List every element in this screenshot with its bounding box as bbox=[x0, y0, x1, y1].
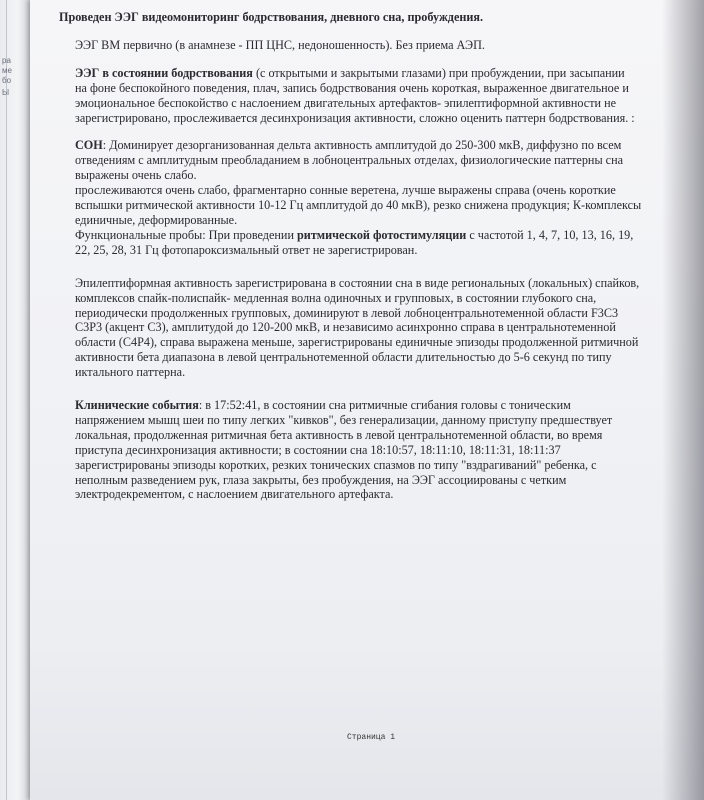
epi-text: C3P3 (акцент C3), амплитудой до 120-200 мкВ, и независимо асинхронно справа в центральнотеменной bbox=[75, 320, 616, 335]
side-fragment: Ы bbox=[2, 88, 10, 97]
page-shadow bbox=[662, 0, 704, 800]
photostim-term: ритмической фотостимуляции bbox=[297, 227, 467, 242]
sleep-text: 22, 25, 28, 31 Гц фотопароксизмальный ответ не зарегистрирован. bbox=[75, 242, 418, 257]
wake-text: эмоциональное беспокойство с наслоением двигательных артефактов- эпилептиформной активности не bbox=[75, 95, 617, 110]
clinical-events-section bbox=[57, 398, 657, 502]
clin-text: : в 17:52:41, в состоянии сна ритмичные сгибания головы с тоническим bbox=[198, 398, 571, 413]
sleep-text: вспышки ритмической активности 10-12 Гц амплитудой до 40 мкВ), резко снижена продукция; К-комплексы bbox=[75, 198, 642, 213]
wake-text: зарегистрировано, прослеживается десинхронизация активности, сложно оценить паттерн бодрствования. : bbox=[75, 110, 635, 125]
intro-line: ЭЭГ ВМ первично (в анамнезе - ПП ЦНС, недоношенность). Без приема АЭП. bbox=[75, 37, 485, 52]
clin-text: локальная, продолженная ритмичная бета активность в левой центральнотеменной области, во время bbox=[75, 427, 603, 442]
epi-text: Эпилептиформная активность зарегистрирована в состоянии сна в виде региональных (локальных) спайков, bbox=[75, 275, 640, 290]
sleep-text: выражены очень слабо. bbox=[75, 168, 197, 183]
wake-text: на фоне беспокойного поведения, плач, запись бодрствования очень короткая, выраженное двигательное и bbox=[75, 80, 629, 95]
epi-text: активности бета диапазона в левой центральнотеменной области длительностью до 5-6 секунд по типу bbox=[75, 350, 612, 365]
epi-text: области (C4P4), справа выражена меньше, зарегистрированы единичные эпизоды продолженной ритмичной bbox=[75, 335, 639, 350]
sleep-section bbox=[57, 138, 657, 257]
epi-text: периодически продолженных групповых, доминируют в левой лобноцентральнотеменной области F3C3 bbox=[75, 305, 619, 320]
document-title: Проведен ЭЭГ видеомониторинг бодрствования, дневного сна, пробуждения. bbox=[59, 10, 484, 24]
sleep-text: прослеживаются очень слабо, фрагментарно сонные веретена, лучше выражены справа (очень короткие bbox=[75, 183, 616, 198]
epi-text: комплексов спайк-полиспайк- медленная волна одиночных и групповых, в состоянии глубокого сна, bbox=[75, 290, 597, 305]
page-edge-line bbox=[6, 0, 7, 800]
clinical-heading: Клинические события bbox=[75, 398, 199, 413]
side-fragment: ме bbox=[2, 66, 12, 75]
adjacent-page-edge bbox=[0, 0, 30, 800]
sleep-heading: СОН bbox=[75, 138, 103, 153]
document-body bbox=[57, 10, 657, 502]
clin-text: приступа десинхронизация активности; в состоянии сна 18:10:57, 18:11:10, 18:11:31, 18:11:37 bbox=[75, 442, 561, 457]
clin-text: неполным разведением рук, глаза закрыты, без пробуждения, на ЭЭГ ассоциированы с четким bbox=[75, 472, 567, 487]
clin-text: электродекрементом, с наслоением двигательного артефакта. bbox=[75, 487, 394, 502]
wake-heading: ЭЭГ в состоянии бодрствования bbox=[75, 65, 253, 80]
sleep-text: единичные, деформированные. bbox=[75, 212, 238, 227]
page-number: Страница 1 bbox=[347, 733, 396, 742]
epi-text: иктального паттерна. bbox=[75, 365, 186, 380]
sleep-text: с частотой 1, 4, 7, 10, 13, 16, 19, bbox=[466, 227, 634, 242]
epileptiform-section bbox=[57, 276, 657, 380]
sleep-text: Функциональные пробы: При проведении bbox=[75, 227, 298, 242]
side-fragment: бо bbox=[2, 76, 12, 85]
wake-text: (с открытыми и закрытыми глазами) при пробуждении, при засыпании bbox=[252, 65, 625, 80]
side-fragment: ра bbox=[2, 56, 11, 65]
clin-text: зарегистрированы эпизоды коротких, резких тонических спазмов по типу "вздрагиваний" ребенка, с bbox=[75, 457, 597, 472]
wake-section bbox=[57, 66, 657, 126]
sleep-text: : Доминирует дезорганизованная дельта активность амплитудой до 250-300 мкВ, диффузно по всем bbox=[102, 138, 622, 153]
clin-text: напряжением мышц шеи по типу легких "кивков", без генерализации, данному приступу предшествует bbox=[75, 412, 613, 427]
sleep-text: отведениям с амплитудным преобладанием в лобноцентральных отделах, физиологические паттерны сна bbox=[75, 153, 624, 168]
